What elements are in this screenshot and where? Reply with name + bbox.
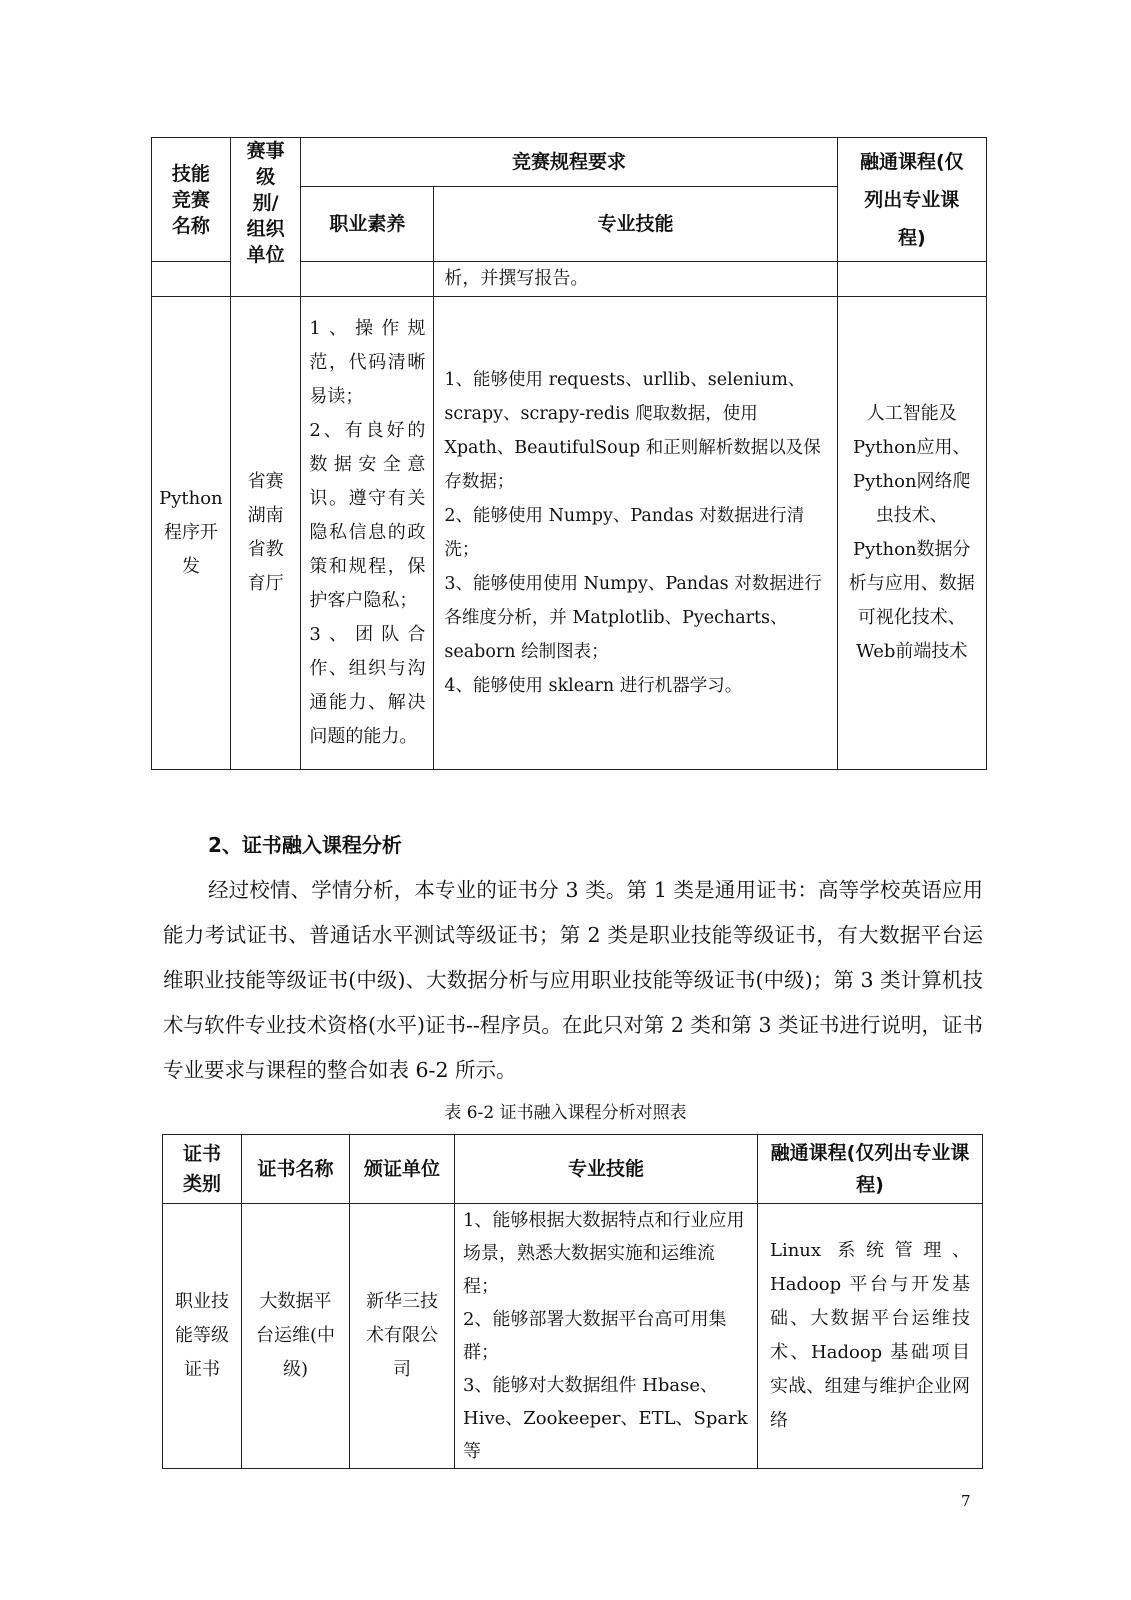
header-rules: 竞赛规程要求 — [301, 138, 837, 187]
issuer-cell: 新华三技术有限公司 — [350, 1204, 455, 1469]
header-cert-skills: 专业技能 — [455, 1135, 758, 1204]
table-caption: 表 6-2 证书融入课程分析对照表 — [444, 1103, 687, 1123]
header-issuer: 颁证单位 — [350, 1135, 455, 1204]
certificate-table — [162, 1134, 983, 1469]
header-competition-name: 技能竞赛名称 — [152, 138, 231, 262]
skills-cell: 1、能够使用 requests、urllib、selenium、scrapy、scrapy-redis 爬取数据，使用Xpath、BeautifulSoup 和正则解析数据以及保存数据； 2、能够使用 Numpy、Pandas 对数据进行清洗； 3、能够使用使用 Numpy、Pandas 对数据进行各维度分析，并 Matplotlib、Pyecharts、seaborn 绘制图表； 4、能够使用 sklearn 进行机器学习。 — [434, 297, 837, 770]
header-cert-name: 证书名称 — [242, 1135, 350, 1204]
level-cell: 省赛湖南省教育厅 — [230, 297, 301, 770]
competition-table — [151, 137, 987, 770]
header-cert-type: 证书类别 — [163, 1135, 242, 1204]
table-row — [152, 297, 987, 770]
header-cert-courses: 融通课程(仅列出专业课程) — [758, 1135, 983, 1204]
quality-cell: 1、操作规范，代码清晰易读； 2、有良好的数据安全意识。遵守有关隐私信息的政策和规程，保护客户隐私； 3、团队合作、组织与沟通能力、解决问题的能力。 — [301, 297, 434, 770]
section-heading: 2、证书融入课程分析 — [208, 833, 402, 857]
header-professional-quality: 职业素养 — [301, 187, 434, 262]
header-courses: 融通课程(仅列出专业课程) — [837, 138, 986, 262]
competition-name-cell: Python程序开发 — [152, 297, 231, 770]
courses-cell: 人工智能及Python应用、Python网络爬虫技术、Python数据分析与应用、数据可视化技术、Web前端技术 — [837, 297, 986, 770]
continuation-quality-cell — [301, 262, 434, 297]
cert-courses-cell: Linux 系统管理、Hadoop 平台与开发基础、大数据平台运维技术、Hadoop 基础项目实战、组建与维护企业网络 — [758, 1204, 983, 1469]
table-row — [163, 1204, 983, 1469]
cert-type-cell: 职业技能等级证书 — [163, 1204, 242, 1469]
continuation-courses-cell — [837, 262, 986, 297]
continuation-skills-cell: 析，并撰写报告。 — [434, 262, 837, 297]
cert-skills-cell: 1、能够根据大数据特点和行业应用场景，熟悉大数据实施和运维流程； 2、能够部署大数据平台高可用集群； 3、能够对大数据组件 Hbase、Hive、Zookeeper、ETL、Spark 等 — [455, 1204, 758, 1469]
page-number: 7 — [961, 1492, 971, 1510]
continuation-name-cell — [152, 262, 231, 297]
cert-name-cell: 大数据平台运维(中级) — [242, 1204, 350, 1469]
header-professional-skills: 专业技能 — [434, 187, 837, 262]
section-paragraph: 经过校情、学情分析，本专业的证书分 3 类。第 1 类是通用证书：高等学校英语应用能力考试证书、普通话水平测试等级证书；第 2 类是职业技能等级证书，有大数据平台运维职业技能等级证书(中级)、大数据分析与应用职业技能等级证书(中级)；第 3 类计算机技术与软件专业技术资格(水平)证书--程序员。在此只对第 2 类和第 3 类证书进行说明，证书专业要求与课程的整合如表 6-2 所示。 — [163, 878, 983, 1082]
header-level: 赛事级别/组织单位 — [230, 138, 301, 297]
